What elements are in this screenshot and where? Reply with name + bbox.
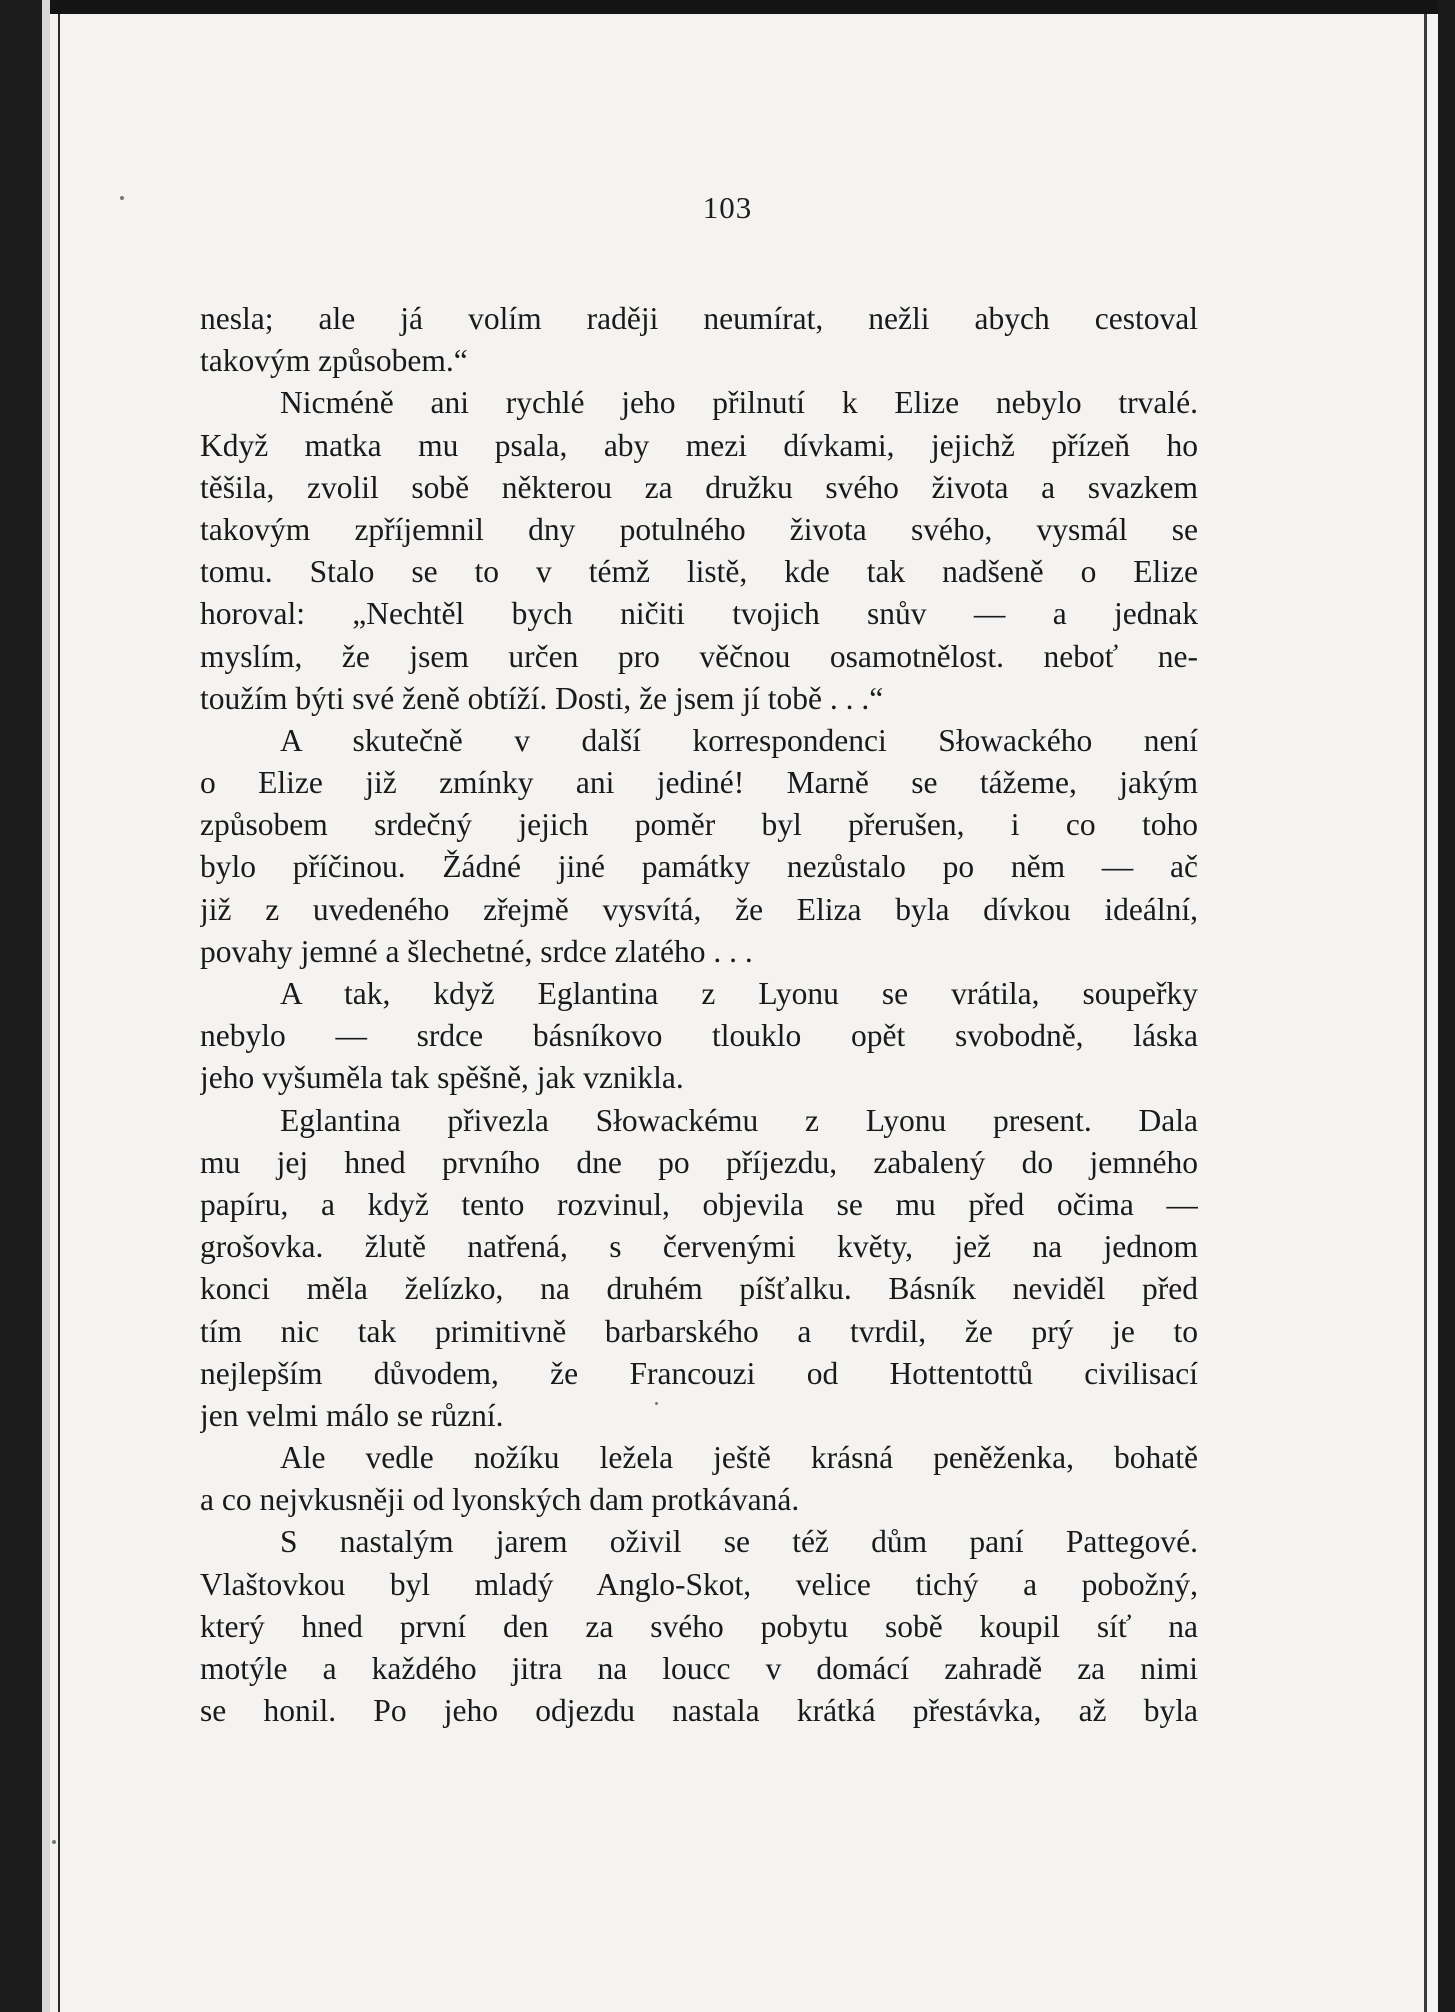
text-line: bylo příčinou. Žádné jiné památky nezůstalo po něm — ač (200, 849, 1198, 885)
text-line: způsobem srdečný jejich poměr byl přerušen, i co toho (200, 807, 1198, 843)
text-line: konci měla želízko, na druhém píšťalku. Básník neviděl před (200, 1271, 1198, 1307)
text-line: se honil. Po jeho odjezdu nastala krátká přestávka, až byla (200, 1693, 1198, 1729)
text-line: již z uvedeného zřejmě vysvítá, že Eliza byla dívkou ideální, (200, 891, 1198, 927)
scan-right-border (1438, 0, 1455, 2012)
text-line: těšila, zvolil sobě některou za družku svého života a svazkem (200, 469, 1198, 505)
page-number: 103 (702, 190, 753, 225)
text-line: tím nic tak primitivně barbarského a tvrdil, že prý je to (200, 1313, 1198, 1349)
text-line: tomu. Stalo se to v témž listě, kde tak nadšeně o Elize (200, 554, 1198, 590)
text-line: A skutečně v další korrespondenci Słowackého není (280, 722, 1198, 758)
text-line: nebylo — srdce básníkovo tlouklo opět svobodně, láska (200, 1018, 1198, 1054)
scan-left-border (0, 0, 42, 2012)
text-line: Když matka mu psala, aby mezi dívkami, jejichž přízeň ho (200, 427, 1198, 463)
text-line: jen velmi málo se různí. (200, 1397, 504, 1433)
page-right-edge (1424, 14, 1427, 2012)
text-line: jeho vyšuměla tak spěšně, jak vznikla. (200, 1060, 684, 1096)
scan-speck (52, 1840, 56, 1844)
text-line: grošovka. žlutě natřená, s červenými květy, jež na jednom (200, 1229, 1198, 1265)
text-line: S nastalým jarem oživil se též dům paní Pattegové. (280, 1524, 1198, 1560)
text-line: a co nejvkusněji od lyonských dam protkávaná. (200, 1482, 800, 1518)
scan-left-margin (42, 0, 50, 2012)
text-line: papíru, a když tento rozvinul, objevila se mu před očima — (200, 1186, 1198, 1222)
text-line: mu jej hned prvního dne po příjezdu, zabalený do jemného (200, 1144, 1198, 1180)
text-line: který hned první den za svého pobytu sobě koupil síť na (200, 1608, 1198, 1644)
text-line: Nicméně ani rychlé jeho přilnutí k Elize nebylo trvalé. (280, 385, 1198, 421)
text-line: motýle a každého jitra na loucc v domácí zahradě za nimi (200, 1651, 1198, 1686)
body-text (200, 298, 1198, 1732)
text-line: takovým zpříjemnil dny potulného života svého, vysmál se (200, 511, 1198, 547)
text-line: takovým způsobem.“ (200, 343, 468, 379)
text-line: A tak, když Eglantina z Lyonu se vrátila, soupeřky (280, 976, 1198, 1011)
scan-top-border (0, 0, 1455, 14)
text-line: myslím, že jsem určen pro věčnou osamotnělost. neboť ne- (200, 638, 1198, 674)
page-left-edge (58, 14, 60, 2012)
text-line: Eglantina přivezla Słowackému z Lyonu present. Dala (280, 1102, 1198, 1138)
text-line: toužím býti své ženě obtíží. Dosti, že jsem jí tobě . . .“ (200, 680, 884, 716)
text-line: Ale vedle nožíku ležela ještě krásná peněženka, bohatě (280, 1440, 1198, 1476)
text-line: horoval: „Nechtěl bych ničiti tvojich snův — a jednak (200, 596, 1198, 632)
text-line: nejlepším důvodem, že Francouzi od Hottentottů civilisací (200, 1355, 1198, 1391)
text-line: o Elize již zmínky ani jediné! Marně se tážeme, jakým (200, 765, 1198, 801)
text-line: povahy jemné a šlechetné, srdce zlatého . . . (200, 933, 753, 969)
text-line: Vlaštovkou byl mladý Anglo-Skot, velice tichý a pobožný, (200, 1566, 1198, 1602)
text-line: nesla; ale já volím raději neumírat, nežli abych cestoval (200, 301, 1198, 336)
